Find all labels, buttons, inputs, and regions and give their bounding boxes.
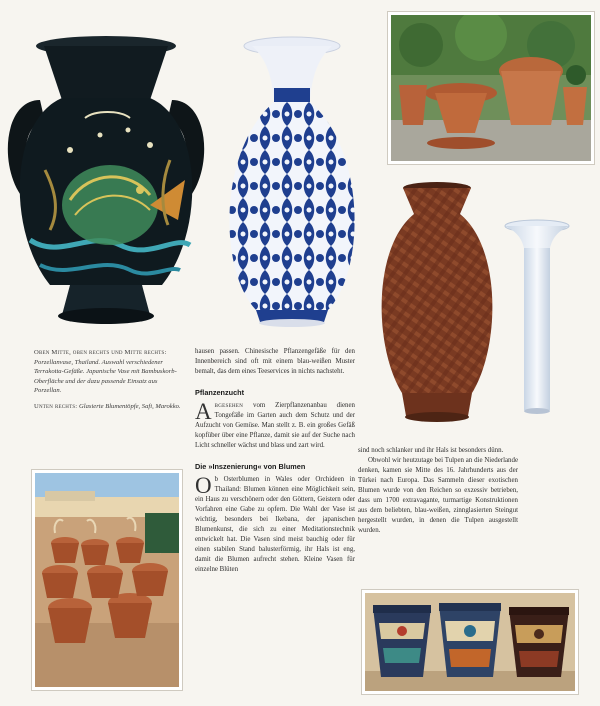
right-paragraph-2: Obwohl wir heutzutage bei Tulpen an die Niederlande denken, kamen sie Mitte des 16. Jahrhunderts aus der Türkei nach Europa. Das Sammeln dieser exotischen Blumen wurde von den Reichen so exzessiv betrieben, dass um 1700 extravagante, turmartige Konstruktionen aus dem beliebten, blau-weißen, zinnglasierten Steingut hergestellt wurden, in denen die Tulpen ausgestellt wurden. (358, 457, 518, 534)
blue-white-porcelain-vase-image (210, 30, 375, 330)
terracotta-pots-photo (388, 12, 594, 164)
paragraph-inszenierung (195, 475, 355, 575)
black-amphora-vase-image (0, 30, 212, 330)
dropcap-a: A (195, 399, 212, 424)
right-paragraph-1: sind noch schlanker und ihr Hals ist besonders dünn. (358, 447, 504, 454)
glazed-flower-pots-photo (362, 590, 578, 694)
text-column-right (358, 446, 518, 536)
lead-word: bgesehen (214, 402, 244, 409)
caption-bottom (34, 402, 184, 412)
caption-bottom-prefix: Unten rechts: (34, 402, 78, 410)
caption-top (34, 348, 184, 396)
pottery-market-photo (32, 470, 182, 690)
bamboo-basket-vase-image (372, 178, 502, 428)
caption-top-text: Porzellanvase, Thailand. Auswahl verschiedener Terrakotta-Gefäße. Japanische Vase mit Bambuskorb-Oberfläche und der dazu passende Einsatz aus Porzellan. (34, 358, 177, 395)
white-porcelain-insert-image (502, 218, 572, 418)
heading-inszenierung: Die »Inszenierung« von Blumen (195, 462, 306, 471)
heading-pflanzenzucht: Pflanzenzucht (195, 388, 245, 397)
paragraph-pflanzenzucht (195, 401, 355, 451)
intro-paragraph: hausen passen. Chinesische Pflanzengefäße für den Innenbereich sind oft mit einem blau-weißen Muster bemalt, das dem eines Teeservices in nichts nachsteht. (195, 348, 355, 375)
dropcap-o: O (195, 473, 212, 498)
paragraph-inszenierung-text: b Osterblumen in Wales oder Orchideen in Thailand: Blumen können eine Möglichkeit sein, ein Haus zu verschönern oder den Göttern, Geistern oder Vorfahren eine Gabe zu opfern. Die Wahl der Vase ist wichtig, besonders bei Ikebana, der japanischen Blumenkunst, die sich zu einer Meditationstechnik entwickelt hat. Die Vasen sind meist bauchig oder für einen stabilen Stand balusterförmig, ihr Hals ist eng, damit die Blumen aufrecht stehen. Kleine Vasen für einzelne Blüten (195, 476, 355, 573)
caption-bottom-text: Glasierte Blumentöpfe, Safi, Marokko. (79, 402, 181, 410)
caption-top-prefix: Oben Mitte, oben rechts und Mitte rechts: (34, 349, 167, 356)
paragraph-pflanzenzucht-text: vom Zierpflanzenanbau dienen Tongefäße im Garten auch dem Schutz und der Aufzucht von Gemüse. Man stellt z. B. ein großes Gefäß kopfüber über eine Pflanze, damit sie auf der Suche nach Licht schneller wächst und blass und zart wird. (195, 402, 355, 449)
image-captions (34, 348, 184, 418)
text-column-middle (195, 347, 355, 575)
